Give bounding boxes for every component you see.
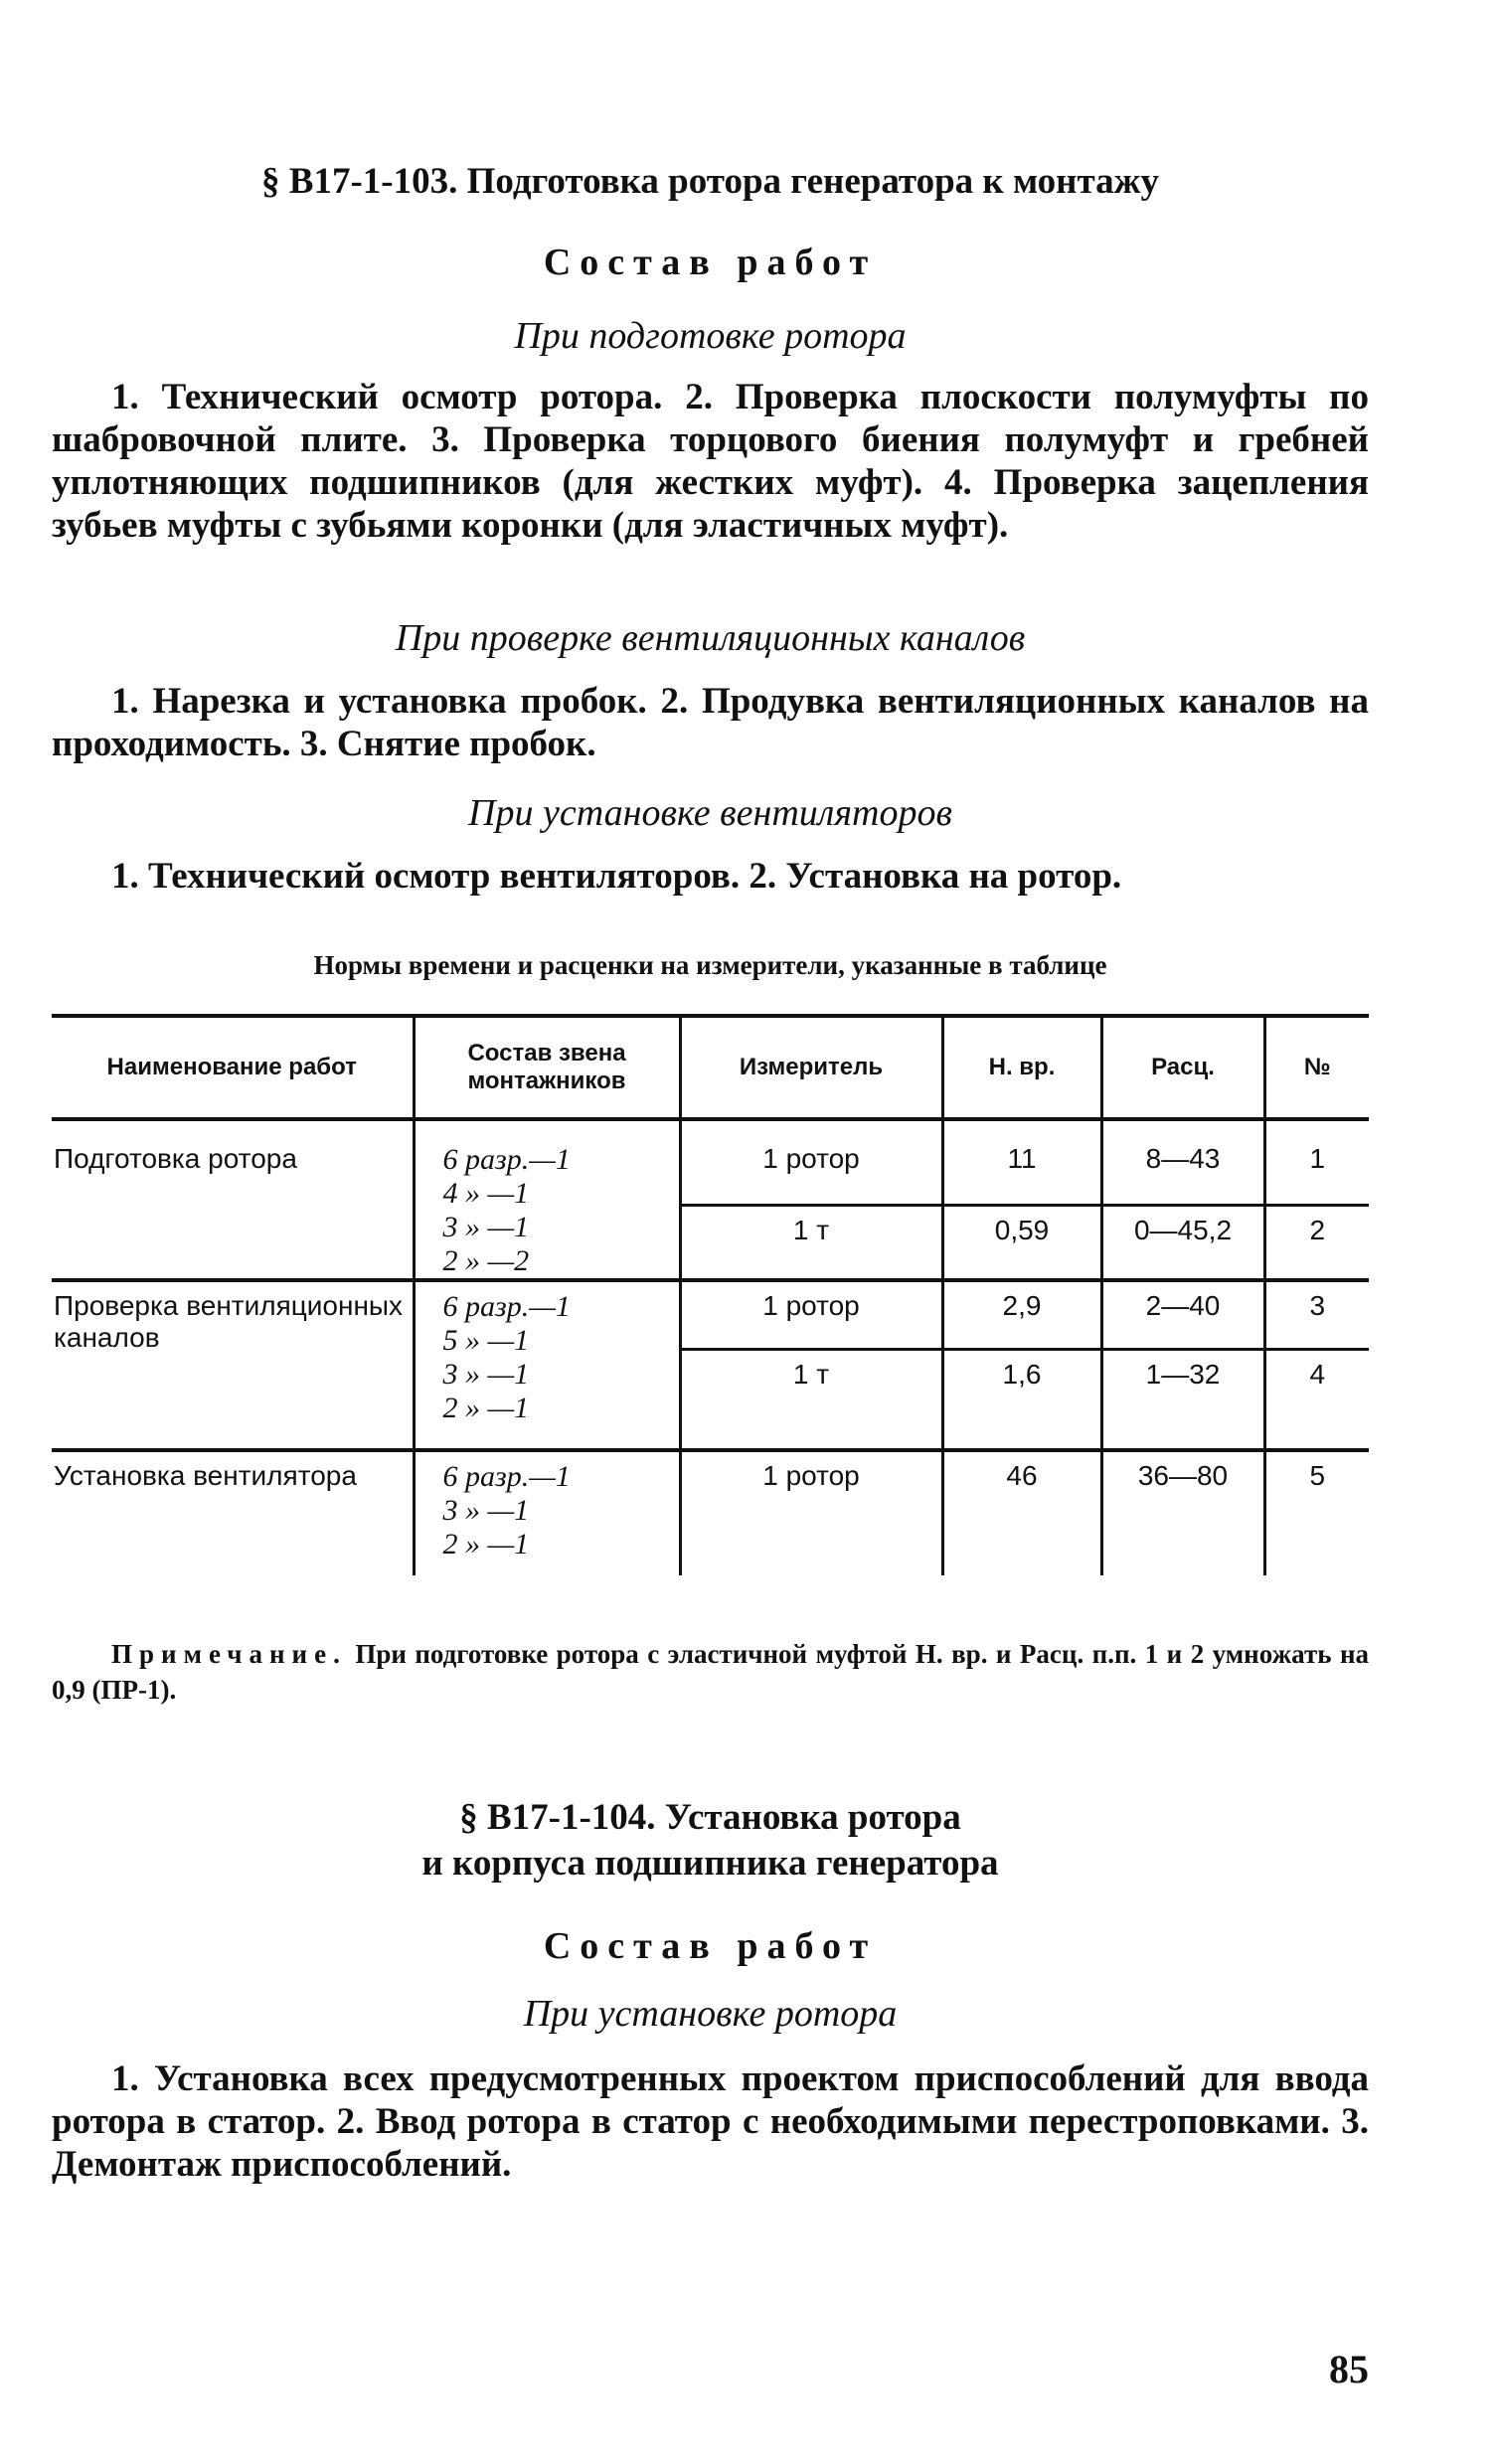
composition-heading: Состав работ — [543, 1925, 878, 1967]
row-number-cell: 2 — [1264, 1206, 1369, 1280]
table-row — [52, 1450, 1369, 1575]
column-header: Расц. — [1101, 1016, 1264, 1119]
column-header: Измеритель — [680, 1016, 942, 1119]
price-cell: 8—43 — [1101, 1135, 1264, 1206]
row-number-cell: 4 — [1264, 1350, 1369, 1451]
crew-line: 2 » —2 — [442, 1244, 530, 1277]
row-number-cell: 3 — [1264, 1280, 1369, 1350]
section-title: § В17-1-104. Установка ротора — [459, 1797, 961, 1838]
composition-heading: Состав работ — [543, 242, 878, 283]
row-number-cell: 5 — [1264, 1450, 1369, 1575]
table-caption: Нормы времени и расценки на измерители, указанные в таблице — [313, 950, 1107, 980]
unit-cell: 1 ротор — [680, 1280, 942, 1350]
column-header: № — [1264, 1016, 1369, 1119]
note-label: Примечание. — [111, 1639, 347, 1669]
column-header: Состав звена монтажников — [414, 1016, 680, 1119]
price-cell: 2—40 — [1101, 1280, 1264, 1350]
norms-table — [52, 1014, 1369, 1575]
unit-cell: 1 т — [680, 1206, 942, 1280]
norm-cell: 11 — [942, 1135, 1101, 1206]
price-cell: 0—45,2 — [1101, 1206, 1264, 1280]
group-heading: При установке вентиляторов — [468, 792, 952, 834]
crew-line: 6 разр.—1 — [442, 1143, 571, 1176]
group-heading: При подготовке ротора — [514, 315, 907, 357]
paragraph: 1. Нарезка и установка пробок. 2. Продувка вентиляционных каналов на проходимость. 3. Снятие пробок. — [52, 681, 1369, 764]
section-title: и корпуса подшипника генератора — [421, 1843, 999, 1884]
crew-line: 3 » —1 — [442, 1211, 530, 1243]
table-note — [52, 1636, 1369, 1708]
column-header: Н. вр. — [942, 1016, 1101, 1119]
price-cell: 36—80 — [1101, 1450, 1264, 1575]
norm-cell: 1,6 — [942, 1350, 1101, 1451]
crew-line: 6 разр.—1 — [442, 1290, 571, 1323]
work-name: Установка вентилятора — [52, 1450, 414, 1575]
crew-line: 5 » —1 — [442, 1324, 530, 1357]
work-name: Подготовка ротора — [54, 1143, 297, 1174]
section-title: § В17-1-103. Подготовка ротора генератора к монтажу — [261, 161, 1159, 202]
group-heading: При установке ротора — [523, 1993, 898, 2035]
crew-line: 6 разр.—1 — [442, 1460, 571, 1493]
paragraph: 1. Технический осмотр вентиляторов. 2. Установка на ротор. — [111, 856, 1122, 897]
note-text: При подготовке ротора с эластичной муфтой Н. вр. и Расц. п.п. 1 и 2 умножать на 0,9 (ПР-1). — [52, 1639, 1370, 1705]
paragraph: 1. Технический осмотр ротора. 2. Проверка плоскости полумуфты по шабровочной плите. 3. Проверка торцового биения полумуфт и гребней уплотняющих подшипников (для жестких муфт). 4. Проверка зацепления зубьев муфты с зубьями коронки (для эластичных муфт). — [52, 377, 1369, 546]
crew-cell — [414, 1280, 680, 1450]
crew-line: 2 » —1 — [442, 1392, 530, 1424]
group-heading: При проверке вентиляционных каналов — [395, 617, 1026, 659]
crew-cell — [414, 1135, 680, 1280]
crew-line: 4 » —1 — [442, 1177, 530, 1210]
crew-cell — [414, 1450, 680, 1575]
unit-cell: 1 т — [680, 1350, 942, 1451]
paragraph: 1. Установка всех предусмотренных проектом приспособлений для ввода ротора в статор. 2. Ввод ротора в статор с необходимыми перестроповками. 3. Демонтаж приспособлений. — [52, 2058, 1369, 2185]
table-header-row — [52, 1016, 1369, 1119]
column-header: Наименование работ — [52, 1016, 414, 1119]
work-name: Проверка вентиляционных каналов — [52, 1280, 414, 1450]
unit-cell: 1 ротор — [680, 1135, 942, 1206]
page-number: 85 — [1329, 2347, 1369, 2391]
crew-line: 2 » —1 — [442, 1528, 530, 1561]
row-number-cell: 1 — [1264, 1135, 1369, 1206]
price-cell: 1—32 — [1101, 1350, 1264, 1451]
norm-cell: 46 — [942, 1450, 1101, 1575]
table-row — [52, 1135, 1369, 1206]
crew-line: 3 » —1 — [442, 1494, 530, 1527]
table-row — [52, 1280, 1369, 1350]
norm-cell: 2,9 — [942, 1280, 1101, 1350]
unit-cell: 1 ротор — [680, 1450, 942, 1575]
crew-line: 3 » —1 — [442, 1358, 530, 1391]
norm-cell: 0,59 — [942, 1206, 1101, 1280]
